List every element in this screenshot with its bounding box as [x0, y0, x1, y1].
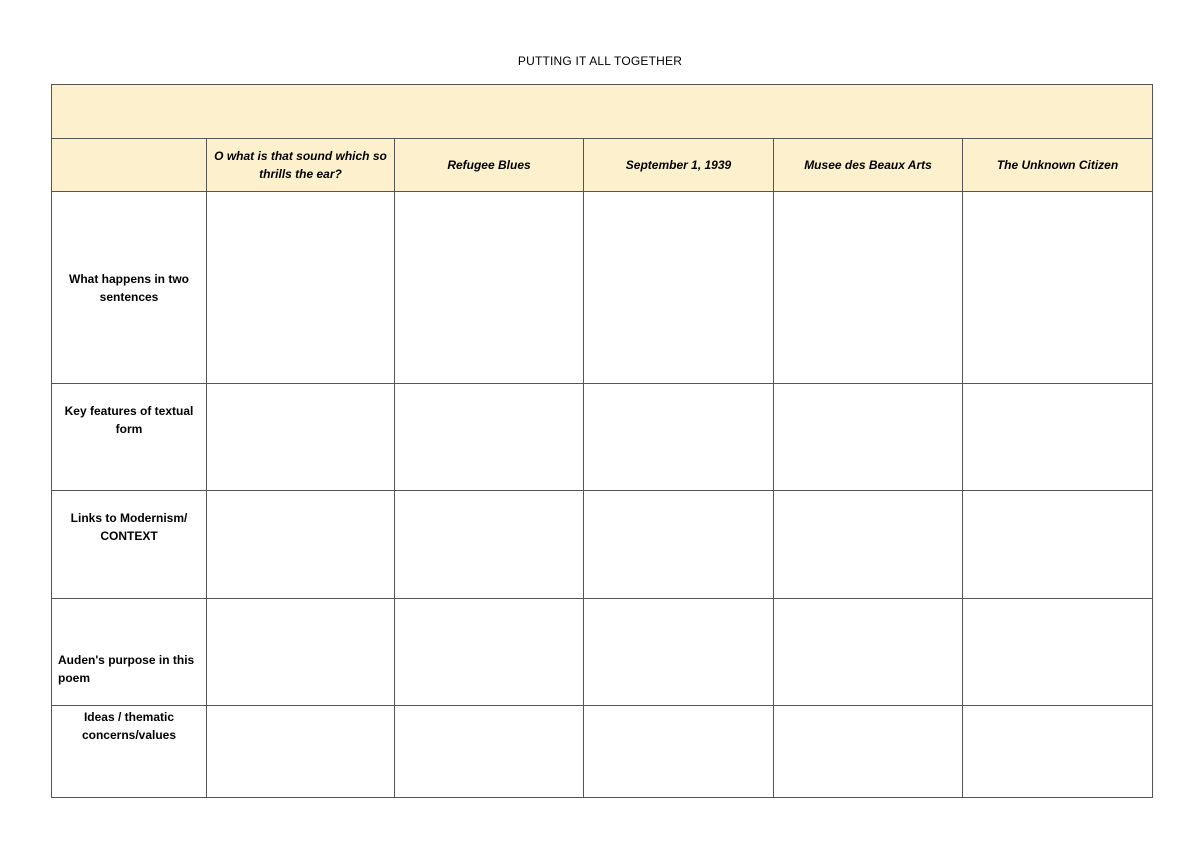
table-row	[52, 491, 1153, 599]
column-header: Musee des Beaux Arts	[774, 139, 963, 192]
answer-cell[interactable]	[963, 192, 1153, 384]
answer-cell[interactable]	[774, 599, 963, 706]
corner-cell	[52, 139, 207, 192]
answer-cell[interactable]	[584, 491, 774, 599]
page-title: PUTTING IT ALL TOGETHER	[517, 54, 683, 68]
table-row	[52, 384, 1153, 491]
answer-cell[interactable]	[207, 384, 395, 491]
table-row	[52, 192, 1153, 384]
worksheet-table	[51, 84, 1153, 798]
answer-cell[interactable]	[395, 384, 584, 491]
header-row	[52, 139, 1153, 192]
column-header: September 1, 1939	[584, 139, 774, 192]
row-label: What happens in two sentences	[52, 192, 207, 384]
column-header: O what is that sound which so thrills the ear?	[207, 139, 395, 192]
column-header: Refugee Blues	[395, 139, 584, 192]
column-header: The Unknown Citizen	[963, 139, 1153, 192]
answer-cell[interactable]	[774, 384, 963, 491]
table-row	[52, 599, 1153, 706]
row-label: Links to Modernism/ CONTEXT	[52, 491, 207, 599]
answer-cell[interactable]	[207, 491, 395, 599]
answer-cell[interactable]	[963, 491, 1153, 599]
answer-cell[interactable]	[584, 192, 774, 384]
row-label: Key features of textual form	[52, 384, 207, 491]
answer-cell[interactable]	[774, 706, 963, 798]
answer-cell[interactable]	[963, 384, 1153, 491]
answer-cell[interactable]	[207, 599, 395, 706]
banner-row	[52, 85, 1153, 139]
answer-cell[interactable]	[584, 599, 774, 706]
answer-cell[interactable]	[207, 706, 395, 798]
answer-cell[interactable]	[774, 491, 963, 599]
answer-cell[interactable]	[207, 192, 395, 384]
answer-cell[interactable]	[395, 599, 584, 706]
banner-cell	[52, 85, 1153, 139]
row-label: Ideas / thematic concerns/values	[52, 706, 207, 798]
row-label: Auden's purpose in this poem	[52, 599, 207, 706]
answer-cell[interactable]	[963, 706, 1153, 798]
answer-cell[interactable]	[584, 384, 774, 491]
answer-cell[interactable]	[395, 706, 584, 798]
answer-cell[interactable]	[963, 599, 1153, 706]
answer-cell[interactable]	[774, 192, 963, 384]
table-row	[52, 706, 1153, 798]
answer-cell[interactable]	[395, 192, 584, 384]
answer-cell[interactable]	[395, 491, 584, 599]
answer-cell[interactable]	[584, 706, 774, 798]
